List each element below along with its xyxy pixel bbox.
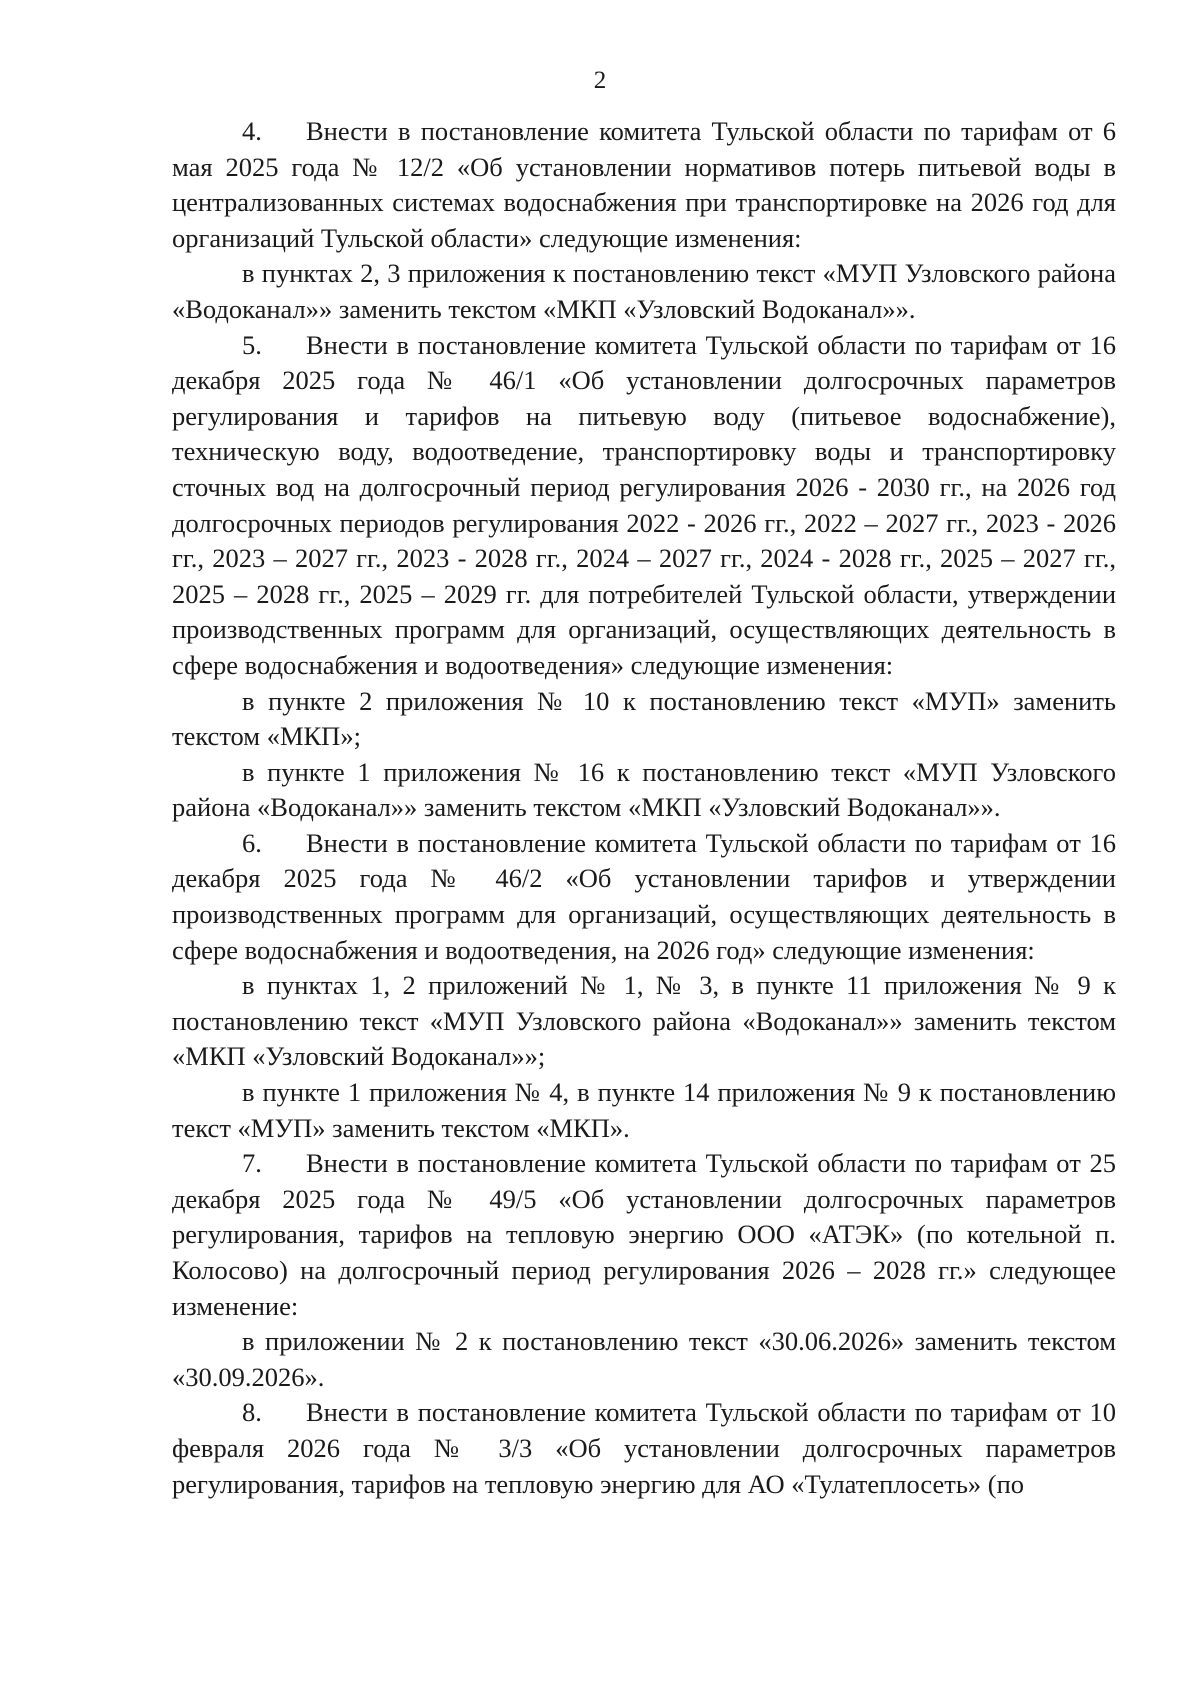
item-number: 6.	[242, 827, 262, 858]
paragraph-amendment	[172, 684, 1116, 755]
item-number: 8.	[242, 1397, 262, 1428]
document-body	[172, 114, 1116, 1502]
paragraph-item-4	[172, 114, 1116, 256]
paragraph-amendment	[172, 1075, 1116, 1146]
paragraph-text: Внести в постановление комитета Тульской области по тарифам от 10 февраля 2026 года № 3/3 «Об установлении долгосрочных параметров регулирования, тарифов на тепловую энергию для АО «Тулатеплосеть» (по	[172, 1397, 1116, 1499]
paragraph-item-7	[172, 1146, 1116, 1324]
paragraph-text: в пункте 1 приложения № 4, в пункте 14 приложения № 9 к постановлению текст «МУП» заменить текстом «МКП».	[172, 1077, 1116, 1143]
paragraph-text: в пунктах 2, 3 приложения к постановлению текст «МУП Узловского района «Водоканал»» заменить текстом «МКП «Узловский Водоканал»».	[172, 258, 1116, 324]
paragraph-item-8	[172, 1395, 1116, 1502]
paragraph-text: в приложении № 2 к постановлению текст «30.06.2026» заменить текстом «30.09.2026».	[172, 1326, 1116, 1392]
paragraph-text: в пунктах 1, 2 приложений № 1, № 3, в пункте 11 приложения № 9 к постановлению текст «МУП Узловского района «Водоканал»» заменить текстом «МКП «Узловский Водоканал»»;	[172, 970, 1116, 1072]
paragraph-text: Внести в постановление комитета Тульской области по тарифам от 16 декабря 2025 года № 46/1 «Об установлении долгосрочных параметров регулирования и тарифов на питьевую воду (питьевое водоснабжение), техническую воду, водоотведение, транспортировку воды и транспортировку сточных вод на долгосрочный период регулирования 2026 - 2030 гг., на 2026 год долгосрочных периодов регулирования 2022 - 2026 гг., 2022 – 2027 гг., 2023 - 2026 гг., 2023 – 2027 гг., 2023 - 2028 гг., 2024 – 2027 гг., 2024 - 2028 гг., 2025 – 2027 гг., 2025 – 2028 гг., 2025 – 2029 гг. для потребителей Тульской области, утверждении производственных программ для организаций, осуществляющих деятельность в сфере водоснабжения и водоотведения» следующие изменения:	[172, 329, 1116, 680]
page-number: 2	[593, 67, 607, 94]
paragraph-text: в пункте 2 приложения № 10 к постановлению текст «МУП» заменить текстом «МКП»;	[172, 685, 1116, 752]
item-number: 5.	[242, 329, 262, 360]
paragraph-text: Внести в постановление комитета Тульской области по тарифам от 6 мая 2025 года № 12/2 «Об установлении нормативов потерь питьевой воды в централизованных системах водоснабжения при транспортировке на 2026 год для организаций Тульской области» следующие изменения:	[172, 116, 1116, 253]
paragraph-item-5	[172, 328, 1116, 684]
paragraph-amendment	[172, 256, 1116, 327]
paragraph-text: в пункте 1 приложения № 16 к постановлению текст «МУП Узловского района «Водоканал»» заменить текстом «МКП «Узловский Водоканал»».	[172, 756, 1116, 823]
paragraph-text: Внести в постановление комитета Тульской области по тарифам от 25 декабря 2025 года № 49/5 «Об установлении долгосрочных параметров регулирования, тарифов на тепловую энергию ООО «АТЭК» (по котельной п. Колосово) на долгосрочный период регулирования 2026 – 2028 гг.» следующее изменение:	[172, 1148, 1116, 1321]
item-number: 7.	[242, 1148, 262, 1179]
paragraph-amendment	[172, 968, 1116, 1075]
item-number: 4.	[242, 116, 262, 146]
paragraph-amendment	[172, 755, 1116, 826]
paragraph-text: Внести в постановление комитета Тульской области по тарифам от 16 декабря 2025 года № 46/2 «Об установлении тарифов и утверждении производственных программ для организаций, осуществляющих деятельность в сфере водоснабжения и водоотведения, на 2026 год» следующие изменения:	[172, 827, 1116, 965]
paragraph-amendment	[172, 1324, 1116, 1395]
paragraph-item-6	[172, 826, 1116, 968]
